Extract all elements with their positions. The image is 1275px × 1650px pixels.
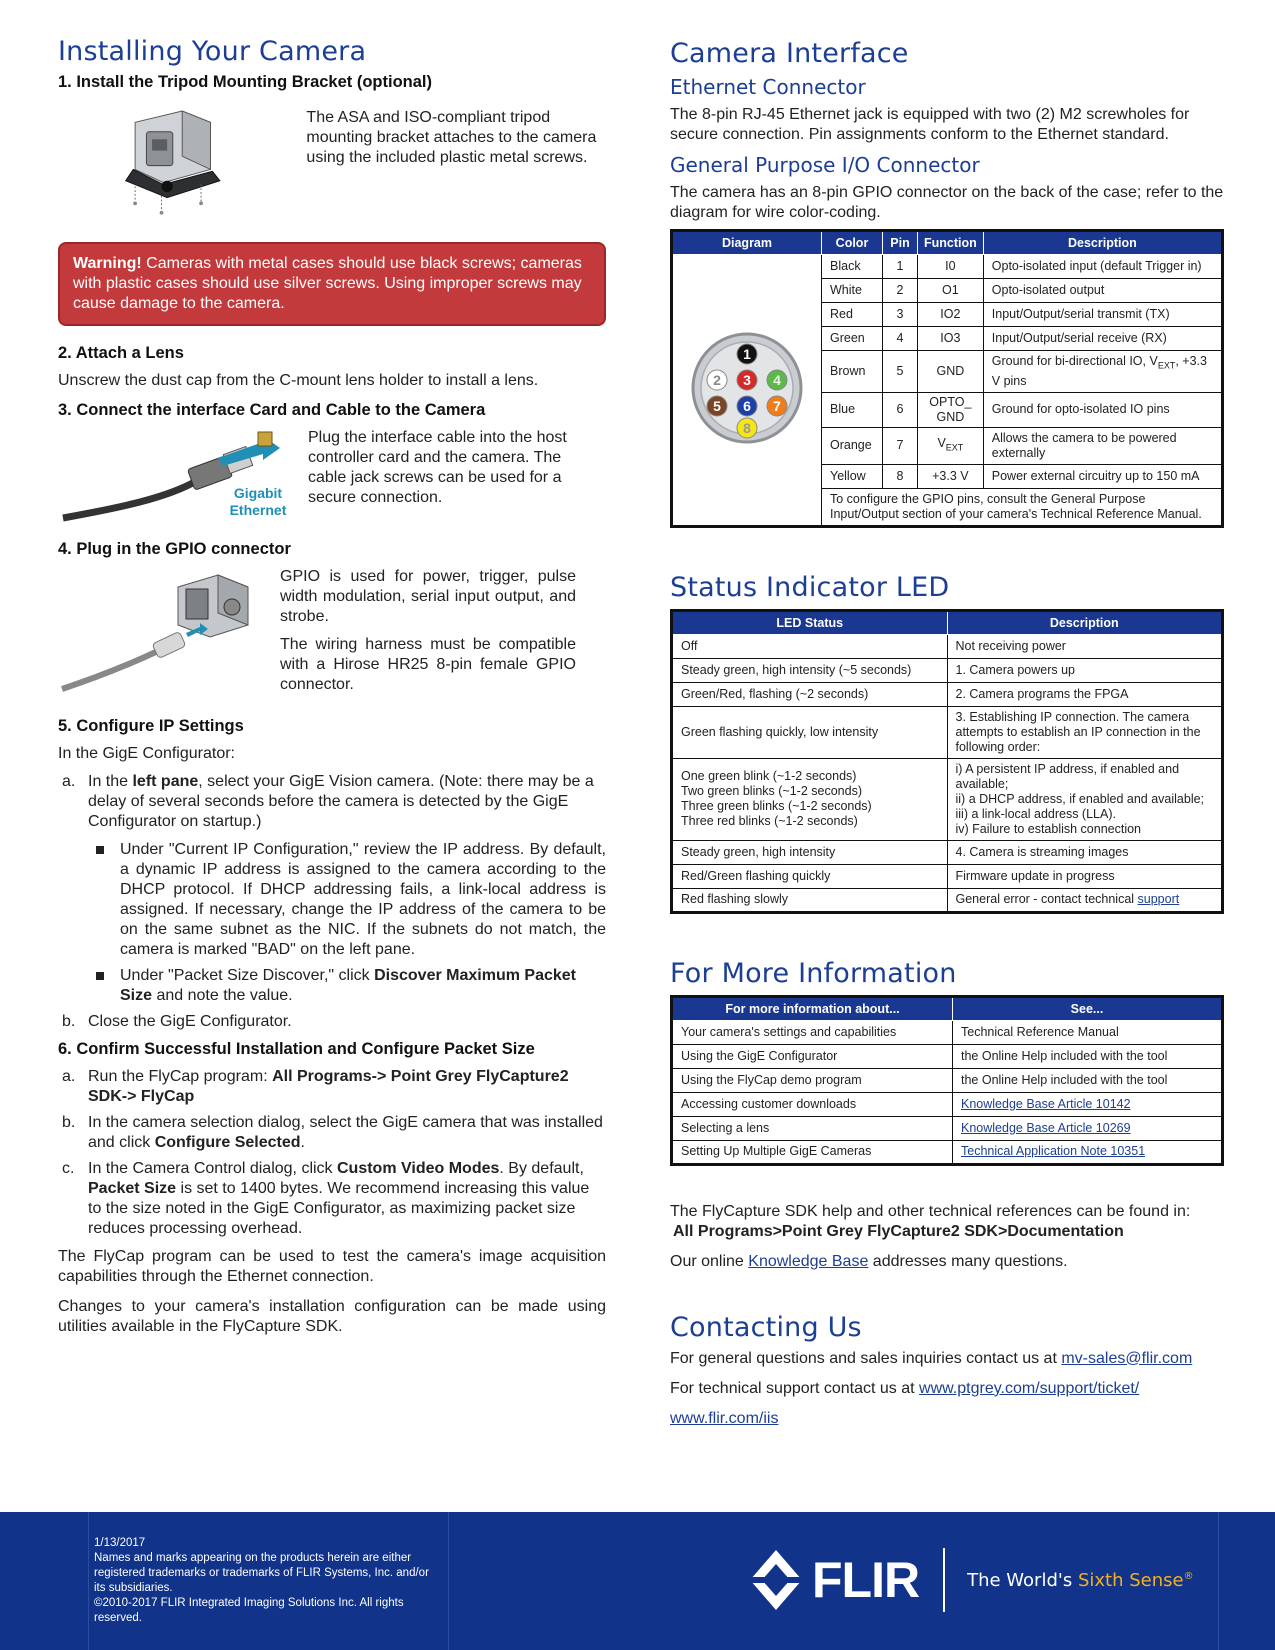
gpio-pin-diagram [687,328,807,448]
warning-box [58,242,606,326]
ethernet-cable-illustration [58,428,308,528]
led-status-cell: Steady green, high intensity [672,840,948,864]
table-row: 1 2 3 4 5 6 7 8 Black 1 I0 Opto-isolated input (default Trigger in) [672,255,1223,279]
square-bullet-icon [96,972,104,980]
status-led-table [670,609,1224,914]
table-row [672,658,1223,682]
step5-item-b: b. Close the GigE Configurator. [62,1013,292,1030]
site-contact [670,1409,1224,1429]
step1-heading: 1. Install the Tripod Mounting Bracket (optional) [58,73,433,91]
table-row [672,864,1223,888]
gpio-diagram-cell [672,255,822,527]
ethernet-label: Ethernet [229,502,287,518]
step3-text: Plug the interface cable into the host controller card and the camera. The cable jack screws can be used for a secure connection. [308,429,567,506]
step6-item-c: c. In the Camera Control dialog, click Custom Video Modes. By default, Packet Size is set to 1400 bytes. We recommend increasing this value to the size noted in the GigE Configurator, as maximizing packet size reduces processing overhead. [62,1160,590,1237]
info-reference-link[interactable]: Knowledge Base Article 10269 [953,1116,1223,1140]
info-topic-cell: Your camera's settings and capabilities [672,1020,953,1044]
step6-item-b: b. In the camera selection dialog, select the GigE camera that was installed and click Configure Selected. [62,1114,603,1151]
table-header: Diagram [672,231,822,255]
table-header: Function [918,231,984,255]
led-description-cell: 2. Camera programs the FPGA [947,682,1223,706]
footer-trademark: Names and marks appearing on the products herein are either registered trademarks or trademarks of FLIR Systems, Inc. and/or its subsidiaries. [94,1552,429,1594]
gpio-heading: General Purpose I/O Connector [670,153,980,177]
table-row [672,1140,1223,1164]
step5-bullet-1: Under "Current IP Configuration," review the IP address. By default, a dynamic IP address is assigned to the camera according to the DHCP protocol. If DHCP addressing fails, a link-local address is assigned. If necessary, change the IP address of the camera to be on the same subnet as the NIC. If the subnets do not match, the camera is marked "BAD" on the left pane. [58,840,606,960]
gpio-pin-label: 6 [743,397,751,414]
sdk-path: All Programs>Point Grey FlyCapture2 SDK>Documentation [673,1222,1124,1240]
step2-text: Unscrew the dust cap from the C-mount lens holder to install a lens. [58,372,539,389]
step4-text2: The wiring harness must be compatible with a Hirose HR25 8-pin female GPIO connector. [280,636,576,693]
list-marker: a. [62,773,76,790]
table-row: Blue 6 OPTO_ GND Ground for opto-isolated IO pins [672,392,1223,427]
step5-item-a: a. In the left pane, select your GigE Vision camera. (Note: there may be a delay of several seconds before the camera is detected by the GigE Configurator on startup.) Under "Current IP Configuration," review the IP address. By default, a dynamic IP address is assigned to the camera according to the DHCP protocol. If DHCP addressing fails, a link-local address is assigned. If necessary, change the IP address of the camera to be on the same subnet as the NIC. If the subnets do not match, the camera is marked "BAD" on the left pane. Under "Packet Size Discover," click Discover Maximum Packet Size and note the value. [58,772,606,1006]
list-marker: c. [62,1160,75,1177]
info-reference-cell: Technical Reference Manual [953,1020,1223,1044]
info-reference-cell: the Online Help included with the tool [953,1068,1223,1092]
table-header: Description [947,610,1223,634]
flycap-paragraph: The FlyCap program can be used to test the camera's image acquisition capabilities through the Ethernet connection. [58,1248,606,1285]
gpio-pin-label: 2 [713,371,721,388]
table-row: Orange 7 $V_{EXT}$ Allows the camera to be powered externally [672,427,1223,464]
step5-intro: In the GigE Configurator: [58,745,235,762]
section-title-installing: Installing Your Camera [58,36,367,67]
step4-figure-row [58,567,606,717]
footer-legal [94,1536,434,1626]
table-header: Pin [883,231,918,255]
led-status-cell: Red flashing slowly [672,888,948,912]
section-title-status-led: Status Indicator LED [670,571,950,603]
warning-label: Warning! [73,255,142,272]
led-description-cell: 1. Camera powers up [947,658,1223,682]
step5-bullet-2: Under "Packet Size Discover," click Discover Maximum Packet Size and note the value. [58,966,606,1006]
led-description-cell: Firmware update in progress [947,864,1223,888]
table-row [672,1116,1223,1140]
led-description-cell: 3. Establishing IP connection. The camera attempts to establish an IP connection in the following order: [947,706,1223,758]
more-header-row [672,996,1223,1020]
ethernet-heading: Ethernet Connector [670,75,866,99]
section-title-camera-interface: Camera Interface [670,38,909,69]
table-header: LED Status [672,610,948,634]
info-topic-cell: Selecting a lens [672,1116,953,1140]
flir-tagline: The World's Sixth Sense® [967,1569,1194,1591]
led-description-cell: General error - contact technical support [947,888,1223,912]
logo-divider [943,1548,945,1612]
info-reference-cell: the Online Help included with the tool [953,1044,1223,1068]
support-ticket-link[interactable]: www.ptgrey.com/support/ticket/ [919,1379,1140,1397]
step3-heading: 3. Connect the interface Card and Cable to the Camera [58,401,486,419]
led-status-cell: Green/Red, flashing (~2 seconds) [672,682,948,706]
table-row: Yellow 8 +3.3 V Power external circuitry up to 150 mA [672,464,1223,488]
table-row [672,758,1223,840]
table-row [672,706,1223,758]
flir-wordmark: FLIR [812,1552,920,1608]
footer-copyright: ©2010-2017 FLIR Integrated Imaging Solutions Inc. All rights reserved. [94,1597,404,1624]
table-row: Green 4 IO3 Input/Output/serial receive (RX) [672,327,1223,351]
gpio-pin-label: 7 [773,397,781,414]
tripod-bracket-illustration [88,100,276,220]
more-info-table [670,995,1224,1166]
gpio-pin-label: 8 [743,419,751,436]
step4-heading: 4. Plug in the GPIO connector [58,540,291,558]
led-description-cell: i) A persistent IP address, if enabled and available; ii) a DHCP address, if enabled and available; iii) a link-local address (LLA). iv) Failure to establish connection [947,758,1223,840]
left-column [58,36,606,1345]
footer-divider [88,1512,89,1650]
step1-figure-row [58,100,606,228]
led-status-cell: Steady green, high intensity (~5 seconds) [672,658,948,682]
step6-heading: 6. Confirm Successful Installation and Configure Packet Size [58,1040,535,1058]
flir-site-link[interactable]: www.flir.com/iis [670,1409,779,1427]
table-header: Color [822,231,883,255]
footer-date: 1/13/2017 [94,1537,146,1549]
status-header-row [672,610,1223,634]
list-marker: b. [62,1013,76,1030]
table-row [672,1068,1223,1092]
kb-paragraph: Our online Knowledge Base addresses many questions. [670,1252,1068,1270]
gpio-footnote: To configure the GPIO pins, consult the General Purpose Input/Output section of your camera's Technical Reference Manual. [822,488,1223,526]
knowledge-base-link[interactable]: Knowledge Base [748,1252,869,1270]
flir-diamond-icon [748,1548,804,1612]
table-row [672,840,1223,864]
step3-figure-row [58,428,606,540]
support-contact: For technical support contact us at www.ptgrey.com/support/ticket/ [670,1379,1140,1397]
table-row: Red 3 IO2 Input/Output/serial transmit (TX) [672,303,1223,327]
table-header: Description [983,231,1222,255]
step5-list [58,772,606,1032]
table-row: Brown 5 GND Ground for bi-directional IO, $V_{EXT}$, +3.3 V pins [672,351,1223,393]
warning-text: Cameras with metal cases should use black screws; cameras with plastic cases should use silver screws. Using improper screws may cause damage to the camera. [73,255,582,312]
footer-divider [448,1512,449,1650]
right-column [670,38,1224,1437]
changes-paragraph: Changes to your camera's installation configuration can be made using utilities available in the FlyCapture SDK. [58,1298,606,1335]
table-row [672,682,1223,706]
list-marker: b. [62,1114,76,1131]
led-status-cell: One green blink (~1-2 seconds) Two green blinks (~1-2 seconds) Three green blinks (~1-2 seconds) Three red blinks (~1-2 seconds) [672,758,948,840]
gpio-cable-illustration [58,567,278,697]
gpio-pin-label: 4 [773,371,781,388]
table-row [672,1044,1223,1068]
gpio-text: The camera has an 8-pin GPIO connector on the back of the case; refer to the diagram for wire color-coding. [670,184,1224,221]
square-bullet-icon [96,846,104,854]
step4-text1: GPIO is used for power, trigger, pulse width modulation, serial input output, and strobe. [280,568,576,625]
step5-sublist [58,840,606,1006]
led-description-cell: Not receiving power [947,634,1223,658]
step1-text: The ASA and ISO-compliant tripod mounting bracket attaches to the camera using the included plastic metal screws. [306,109,597,166]
sdk-text: The FlyCapture SDK help and other technical references can be found in: [670,1202,1191,1220]
info-topic-cell: Setting Up Multiple GigE Cameras [672,1140,953,1164]
gigabit-label: Gigabit [233,485,283,501]
led-description-cell: 4. Camera is streaming images [947,840,1223,864]
table-header: For more information about... [672,996,953,1020]
led-status-cell: Red/Green flashing quickly [672,864,948,888]
info-topic-cell: Using the GigE Configurator [672,1044,953,1068]
info-topic-cell: Using the FlyCap demo program [672,1068,953,1092]
page-footer [0,1512,1275,1650]
info-reference-link[interactable]: Knowledge Base Article 10142 [953,1092,1223,1116]
sales-email-link[interactable]: mv-sales@flir.com [1061,1349,1193,1367]
list-marker: a. [62,1068,76,1085]
led-status-cell: Green flashing quickly, low intensity [672,706,948,758]
gpio-table [670,229,1224,528]
gpio-pin-label: 1 [743,345,751,362]
gpio-pin-label: 3 [743,371,751,388]
table-row [672,1020,1223,1044]
step6-item-a: a. Run the FlyCap program: All Programs-> Point Grey FlyCapture2 SDK-> FlyCap [62,1068,569,1105]
section-title-more-info: For More Information [670,957,957,989]
gpio-header-row [672,231,1223,255]
step6-list [58,1067,606,1239]
flir-logo [748,1548,1194,1612]
gpio-pin-label: 5 [713,397,721,414]
footer-divider [1218,1512,1219,1650]
step4-text-block [280,567,576,703]
step2-heading: 2. Attach a Lens [58,344,184,362]
table-header: See... [953,996,1223,1020]
section-title-contacting: Contacting Us [670,1311,862,1343]
table-row: White 2 O1 Opto-isolated output [672,279,1223,303]
table-row [672,634,1223,658]
step5-heading: 5. Configure IP Settings [58,717,244,735]
support-link[interactable]: support [1137,892,1180,906]
led-status-cell: Off [672,634,948,658]
table-row [672,1092,1223,1116]
ethernet-text: The 8-pin RJ-45 Ethernet jack is equipped with two (2) M2 screwholes for secure connection. Pin assignments conform to the Ethernet standard. [670,106,1190,143]
table-row [672,888,1223,912]
sales-contact: For general questions and sales inquiries contact us at mv-sales@flir.com [670,1349,1193,1367]
info-topic-cell: Accessing customer downloads [672,1092,953,1116]
info-reference-link[interactable]: Technical Application Note 10351 [953,1140,1223,1164]
